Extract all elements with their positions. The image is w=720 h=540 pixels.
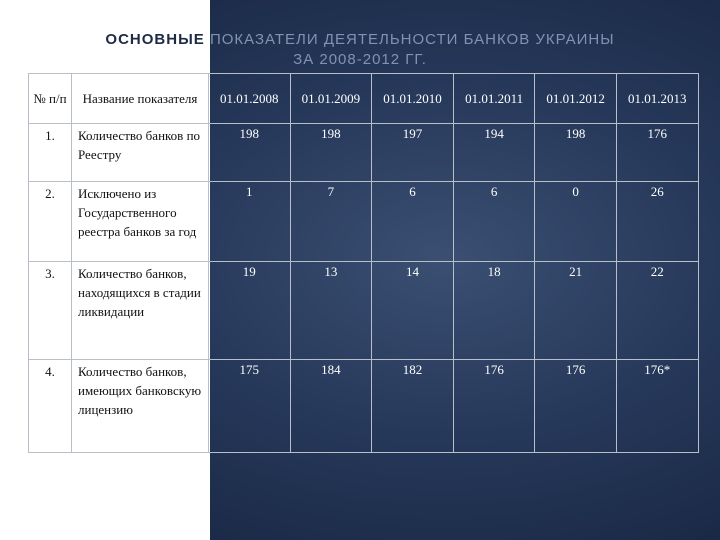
row-name: Количество банков, находящихся в стадии ликвидации <box>72 262 209 360</box>
table-row <box>29 182 699 262</box>
cell-value: 6 <box>372 182 454 262</box>
cell-value: 182 <box>372 360 454 453</box>
cell-value: 176 <box>453 360 535 453</box>
row-number: 1. <box>29 124 72 182</box>
title-part-1: ОСНОВНЫЕ <box>105 31 205 48</box>
header-no: № п/п <box>29 74 72 124</box>
cell-value: 175 <box>209 360 291 453</box>
cell-value: 21 <box>535 262 617 360</box>
header-date: 01.01.2008 <box>209 74 291 124</box>
cell-value: 198 <box>290 124 372 182</box>
row-number: 4. <box>29 360 72 453</box>
table-row <box>29 262 699 360</box>
cell-value: 18 <box>453 262 535 360</box>
header-name: Название показателя <box>72 74 209 124</box>
cell-value: 0 <box>535 182 617 262</box>
cell-value: 13 <box>290 262 372 360</box>
cell-value: 197 <box>372 124 454 182</box>
row-name: Количество банков по Реестру <box>72 124 209 182</box>
header-date: 01.01.2010 <box>372 74 454 124</box>
title-part-2: ПОКАЗАТЕЛИ ДЕЯТЕЛЬНОСТИ БАНКОВ УКРАИНЫ <box>204 31 615 48</box>
cell-value: 184 <box>290 360 372 453</box>
slide-title <box>0 30 720 70</box>
header-date: 01.01.2011 <box>453 74 535 124</box>
header-row <box>29 74 699 124</box>
bank-indicators-table <box>28 73 699 453</box>
table-row <box>29 360 699 453</box>
cell-value: 6 <box>453 182 535 262</box>
cell-value: 198 <box>535 124 617 182</box>
header-date: 01.01.2012 <box>535 74 617 124</box>
header-date: 01.01.2013 <box>616 74 698 124</box>
cell-value: 176 <box>616 124 698 182</box>
cell-value: 198 <box>209 124 291 182</box>
cell-value: 176* <box>616 360 698 453</box>
row-name: Исключено из Государственного реестра банков за год <box>72 182 209 262</box>
cell-value: 176 <box>535 360 617 453</box>
row-number: 2. <box>29 182 72 262</box>
cell-value: 1 <box>209 182 291 262</box>
header-date: 01.01.2009 <box>290 74 372 124</box>
cell-value: 26 <box>616 182 698 262</box>
table-row <box>29 124 699 182</box>
row-name: Количество банков, имеющих банковскую лицензию <box>72 360 209 453</box>
row-number: 3. <box>29 262 72 360</box>
cell-value: 194 <box>453 124 535 182</box>
cell-value: 22 <box>616 262 698 360</box>
title-part-3: ЗА 2008-2012 ГГ. <box>293 51 427 68</box>
cell-value: 7 <box>290 182 372 262</box>
cell-value: 19 <box>209 262 291 360</box>
cell-value: 14 <box>372 262 454 360</box>
